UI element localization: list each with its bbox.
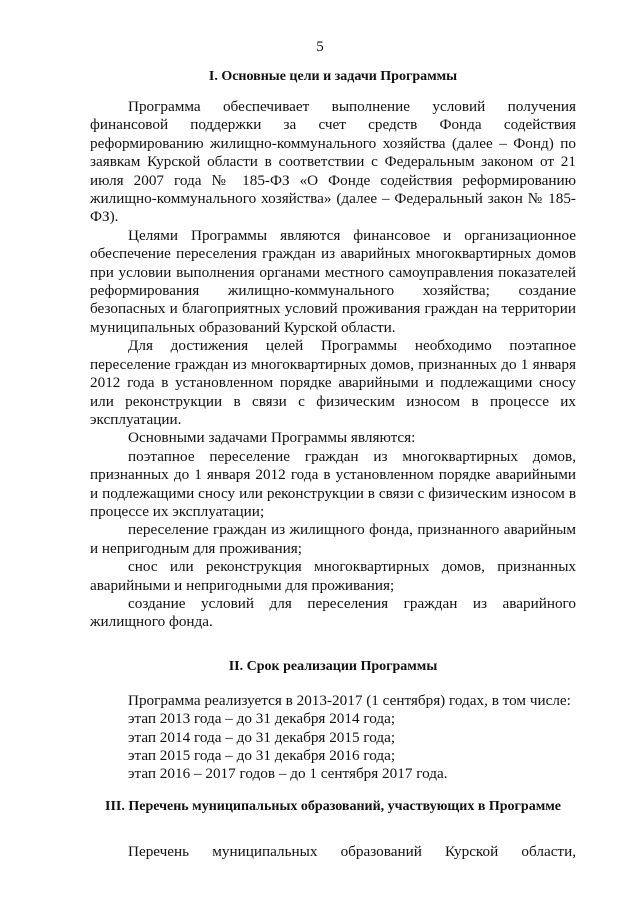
- stage-item: этап 2013 года – до 31 декабря 2014 года;: [128, 710, 396, 728]
- section-1-paragraph: Целями Программы являются финансовое и организационное обеспечение переселения граждан из аварийных многоквартирных домов при условии выполнения органами местного самоуправления показателей реформирования жилищно-коммунального хозяйства; создание безопасных и благоприятных условий проживания граждан на территории муниципальных образований Курской области.: [90, 226, 576, 336]
- section-1-paragraph: Программа обеспечивает выполнение условий получения финансовой поддержки за счет средств Фонда содействия реформированию жилищно-коммунального хозяйства (далее – Фонд) по заявкам Курской области в соответствии с Федеральным законом от 21 июля 2007 года № 185-ФЗ «О Фонде содействия реформированию жилищно-коммунального хозяйства» (далее – Федеральный закон № 185-ФЗ).: [90, 98, 576, 226]
- page-content: [90, 68, 576, 861]
- section-3-paragraph: Перечень муниципальных образований Курской области,: [128, 842, 576, 860]
- stage-item: этап 2014 года – до 31 декабря 2015 года;: [128, 728, 396, 746]
- stage-item: этап 2016 – 2017 годов – до 1 сентября 2017 года.: [128, 765, 448, 783]
- section-1-heading: I. Основные цели и задачи Программы: [208, 69, 458, 84]
- section-1-paragraph: поэтапное переселение граждан из многоквартирных домов, признанных до 1 января 2012 года в установленном порядке аварийными и подлежащими сносу или реконструкции в связи с физическим износом в процессе их эксплуатации;: [90, 447, 576, 520]
- section-1-paragraph: Основными задачами Программы являются:: [128, 429, 416, 447]
- stage-item: этап 2015 года – до 31 декабря 2016 года;: [128, 747, 396, 764]
- section-2-heading: II. Срок реализации Программы: [228, 658, 438, 674]
- section-3-heading: III. Перечень муниципальных образований, участвующих в Программе: [105, 798, 561, 814]
- section-1-paragraph: снос или реконструкция многоквартирных домов, признанных аварийными и непригодными для проживания;: [90, 558, 576, 594]
- section-1-paragraph: переселение граждан из жилищного фонда, признанного аварийным и непригодным для проживания;: [90, 521, 576, 557]
- section-1-paragraph: создание условий для переселения граждан из аварийного жилищного фонда.: [90, 594, 576, 631]
- stages-intro: Программа реализуется в 2013-2017 (1 сентября) годах, в том числе:: [128, 691, 571, 709]
- page-number: 5: [316, 39, 324, 55]
- section-1-paragraph: Для достижения целей Программы необходимо поэтапное переселение граждан из многоквартирных домов, признанных до 1 января 2012 года в установленном порядке аварийными и подлежащими сносу или реконструкции в связи с физическим износом в процессе их эксплуатации.: [90, 337, 576, 428]
- stages-list: [90, 692, 576, 784]
